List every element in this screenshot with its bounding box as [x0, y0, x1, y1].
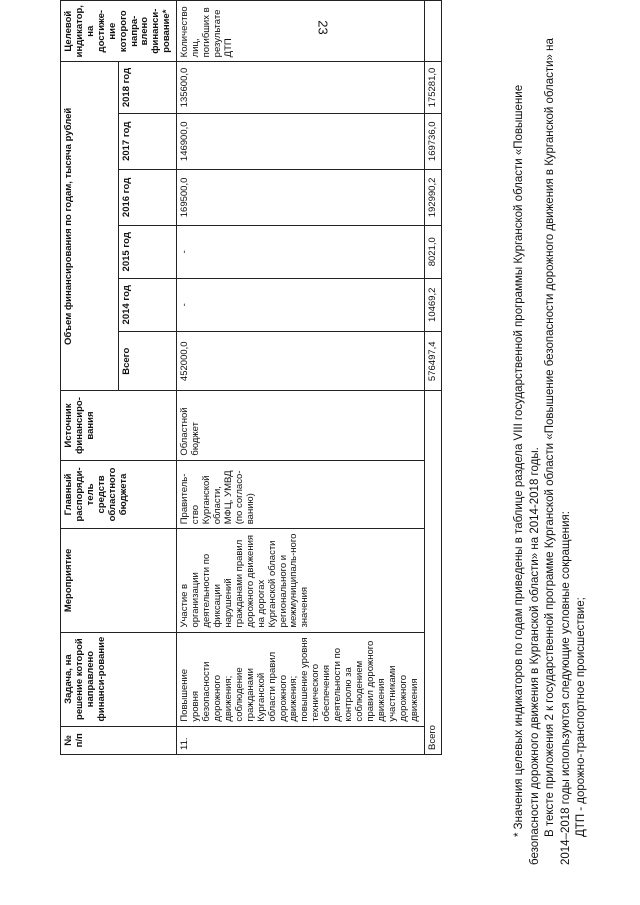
abbreviations-intro: В тексте приложения 2 к государственной программе Курганской области «Повышение безопасности дорожного движения в Курганской области» на 2014–2018 годы используются следующие условные сокращения:: [544, 38, 572, 865]
cell-num: 11.: [177, 726, 424, 754]
cell-2017: 146900,0: [177, 113, 424, 169]
total-2018: 175281,0: [424, 62, 442, 113]
notes: [512, 35, 590, 865]
cell-2014: -: [177, 278, 424, 332]
header-2014: 2014 год: [119, 278, 177, 332]
header-manager: Главный распоряди-тель средств областного бюджета: [61, 460, 177, 529]
header-2017: 2017 год: [119, 113, 177, 169]
page-number: 23: [315, 20, 331, 35]
header-source: Источник финансиро-вания: [61, 391, 177, 460]
header-indicator: Целевой индикатор, на достиже-ние которого напра-влено финанси-рование*: [61, 1, 177, 62]
cell-task: Повышение уровня безопасности дорожного движения; соблюдение гражданами Курганской области правил дорожного движения; повышение уровня технического обеспечения деятельности по контролю за соблюдением правил дорожного движения участниками дорожного движения: [177, 632, 424, 726]
total-indicator-empty: [424, 1, 442, 62]
header-funding-group: Объем финансирования по годам, тысяча рублей: [61, 62, 119, 391]
total-label: Всего: [424, 391, 442, 755]
cell-source: Областной бюджет: [177, 391, 424, 460]
header-2016: 2016 год: [119, 169, 177, 225]
abbreviation-dtp: ДТП - дорожно-транспортное происшествие;: [575, 597, 588, 837]
funding-table: [60, 0, 442, 755]
total-2014: 10469,2: [424, 278, 442, 332]
total-2017: 169736,0: [424, 113, 442, 169]
header-2018: 2018 год: [119, 62, 177, 113]
header-event: Мероприятие: [61, 529, 177, 632]
cell-total: 452000,0: [177, 332, 424, 391]
total-2015: 8021,0: [424, 226, 442, 279]
header-total: Всего: [119, 332, 177, 391]
cell-indicator: Количество лиц, погибших в результате ДТП: [177, 1, 424, 62]
footnote: * Значения целевых индикаторов по годам приведены в таблице раздела VIII государственной программы Курганской области «Повышение безопасности дорожного движения в Курганской области» на 2014-2018 годы.: [513, 84, 541, 865]
total-row: [424, 1, 442, 755]
header-2015: 2015 год: [119, 226, 177, 279]
header-num: № п/п: [61, 726, 177, 754]
cell-2018: 135600,0: [177, 62, 424, 113]
cell-event: Участие в организации деятельности по фиксации нарушений гражданами правил дорожного движения на дорогах Курганской области регионального и межмуниципаль-ного значения: [177, 529, 424, 632]
total-2016: 192990,2: [424, 169, 442, 225]
total-total: 576497,4: [424, 332, 442, 391]
cell-manager: Правитель-ство Курганской области, МФЦ, УМВД (по согласо-ванию): [177, 460, 424, 529]
cell-2015: -: [177, 226, 424, 279]
header-task: Задача, на решение которой направлено финанси-рование: [61, 632, 177, 726]
table-row: [177, 1, 424, 755]
cell-2016: 169500,0: [177, 169, 424, 225]
